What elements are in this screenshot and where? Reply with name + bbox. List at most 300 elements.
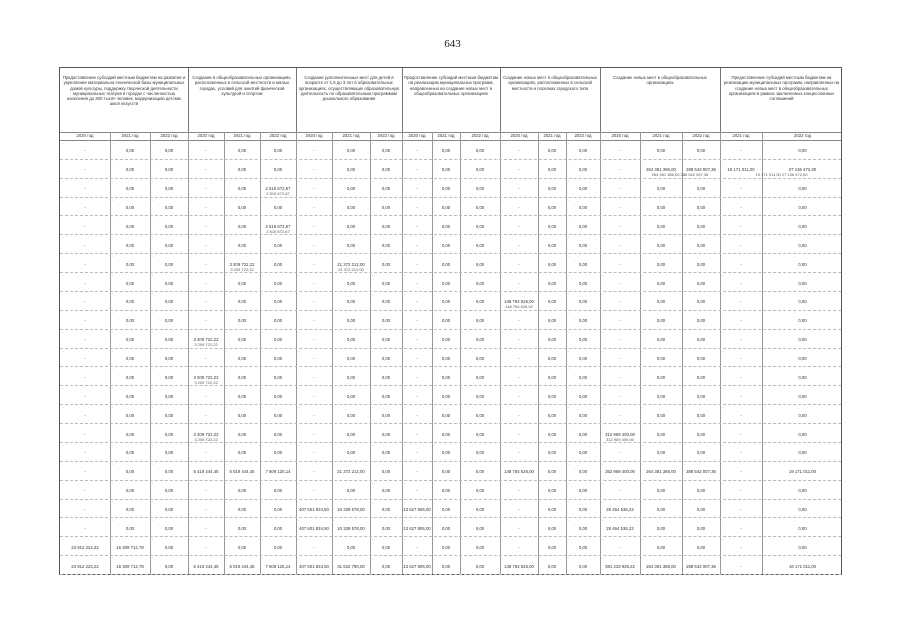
table-cell: 0,00 xyxy=(381,242,391,248)
cell-marker: · xyxy=(404,367,406,373)
table-cell: - xyxy=(740,525,742,531)
cell-marker: · xyxy=(298,291,300,297)
table-cell: 0,00 xyxy=(798,148,807,154)
cell-marker: · xyxy=(372,178,374,184)
cell-marker: · xyxy=(112,291,114,297)
table-cell: 0,00 xyxy=(125,148,135,154)
table-cell: - xyxy=(416,450,418,456)
table-cell: 0,00 xyxy=(346,356,356,362)
cell-marker: · xyxy=(112,254,114,260)
table-cell: - xyxy=(313,280,315,286)
cell-marker: · xyxy=(152,329,154,335)
table-cell: 312 969 400,00 xyxy=(605,431,635,437)
cell-marker: · xyxy=(404,480,406,486)
cell-marker: · xyxy=(684,461,686,467)
table-cell: 0,00 xyxy=(798,507,807,512)
cell-marker: · xyxy=(404,310,406,316)
cell-marker: · xyxy=(684,178,686,184)
cell-marker: · xyxy=(434,499,436,505)
cell-marker: · xyxy=(602,556,604,562)
table-cell: 13 627 806,00 xyxy=(403,563,431,569)
table-cell: 0,00 xyxy=(237,412,247,418)
cell-marker: · xyxy=(502,442,504,448)
table-cell: - xyxy=(518,356,520,362)
cell-marker: · xyxy=(764,310,766,316)
table-cell: 0,00 xyxy=(381,412,391,418)
cell-marker: · xyxy=(190,367,192,373)
cell-marker: · xyxy=(226,405,228,411)
cell-marker: · xyxy=(642,178,644,184)
table-cell: 0,00 xyxy=(475,507,485,512)
cell-marker: · xyxy=(434,291,436,297)
table-cell: 0,00 xyxy=(656,356,666,362)
table-cell: 0,00 xyxy=(441,488,451,494)
table-cell: 0,00 xyxy=(656,186,666,192)
cell-marker: · xyxy=(112,424,114,430)
table-cell: 3 209 722,22 xyxy=(193,337,219,343)
cell-marker: · xyxy=(112,386,114,392)
table-cell: 0,00 xyxy=(346,412,356,418)
table-cell: - xyxy=(205,356,207,362)
table-cell: - xyxy=(205,507,207,512)
table-cell: 0,00 xyxy=(237,356,247,362)
table-cell: 407 601 834,50 xyxy=(299,525,329,531)
cell-marker: · xyxy=(62,159,64,165)
cell-marker: · xyxy=(502,329,504,335)
table-cell: 0,00 xyxy=(547,450,557,456)
table-cell: 0,00 xyxy=(798,280,807,286)
cell-marker: · xyxy=(434,178,436,184)
cell-marker: · xyxy=(462,141,464,146)
year-divider xyxy=(60,140,841,141)
table-cell: 0,00 xyxy=(273,488,283,494)
row-divider xyxy=(60,366,841,367)
cell-marker: · xyxy=(568,518,570,524)
cell-marker: · xyxy=(112,159,114,165)
table-cell: 148 784 526,00 xyxy=(504,299,534,305)
table-cell: 0,00 xyxy=(475,374,485,380)
table-cell: 0,00 xyxy=(237,450,247,456)
cell-marker: · xyxy=(334,197,336,203)
cell-marker: · xyxy=(372,291,374,297)
cell-marker: · xyxy=(540,273,542,279)
table-cell: - xyxy=(740,374,742,380)
cell-marker: · xyxy=(684,367,686,373)
table-cell: - xyxy=(205,299,207,305)
cell-marker: · xyxy=(298,556,300,562)
table-cell: 0,00 xyxy=(164,374,174,380)
cell-marker: · xyxy=(434,461,436,467)
cell-marker: · xyxy=(502,537,504,543)
table-cell: 0,00 xyxy=(475,563,485,569)
table-cell: 0,00 xyxy=(547,223,557,229)
cell-marker: · xyxy=(62,386,64,392)
table-cell: - xyxy=(84,299,86,305)
cell-marker: · xyxy=(226,499,228,505)
table-cell: 0,00 xyxy=(346,431,356,437)
cell-marker: · xyxy=(684,405,686,411)
table-cell: - xyxy=(518,318,520,324)
year-header: 2020 год xyxy=(305,133,323,138)
table-cell: 0,00 xyxy=(441,431,451,437)
cell-marker: · xyxy=(372,141,374,146)
table-cell: 148 784 526,00 xyxy=(504,563,534,569)
cell-marker: · xyxy=(722,178,724,184)
cell-marker: · xyxy=(152,442,154,448)
table-cell: 6 419 444,45 xyxy=(193,563,219,569)
table-cell: 31 622 790,00 xyxy=(337,563,365,569)
cell-marker: · xyxy=(334,518,336,524)
cell-marker: · xyxy=(722,405,724,411)
cell-marker: · xyxy=(434,329,436,335)
cell-marker: · xyxy=(540,235,542,241)
table-cell: - xyxy=(740,544,742,550)
cell-marker: · xyxy=(226,141,228,146)
table-cell: - xyxy=(416,337,418,343)
cell-marker: · xyxy=(262,178,264,184)
table-cell: - xyxy=(619,299,621,305)
cell-marker: · xyxy=(764,235,766,241)
table-cell: - xyxy=(740,261,742,267)
table-cell: 0,00 xyxy=(237,186,247,192)
table-cell: 10 339 578,00 xyxy=(337,507,365,512)
table-cell: - xyxy=(84,186,86,192)
table-cell: - xyxy=(313,223,315,229)
cell-marker: · xyxy=(62,141,64,146)
table-cell: - xyxy=(740,280,742,286)
cell-marker: · xyxy=(568,159,570,165)
cell-marker: · xyxy=(152,216,154,222)
cell-marker: · xyxy=(262,556,264,562)
table-cell: - xyxy=(205,205,207,211)
table-cell: 0,00 xyxy=(656,261,666,267)
table-cell: 264 381 386,00 xyxy=(646,563,676,569)
table-cell: 0,00 xyxy=(578,148,588,154)
group-divider xyxy=(402,68,403,132)
table-cell: - xyxy=(313,299,315,305)
cell-marker: · xyxy=(404,141,406,146)
table-cell: - xyxy=(740,393,742,399)
table-cell: 0,00 xyxy=(164,261,174,267)
row-divider xyxy=(60,215,841,216)
cell-marker: · xyxy=(62,273,64,279)
row-divider xyxy=(60,536,841,537)
cell-marker: · xyxy=(190,216,192,222)
cell-marker: · xyxy=(152,367,154,373)
table-cell: 0,00 xyxy=(125,167,135,173)
table-cell: 0,00 xyxy=(164,280,174,286)
table-cell: 0,00 xyxy=(125,205,135,211)
cell-marker: · xyxy=(226,386,228,392)
cell-marker: · xyxy=(434,367,436,373)
table-cell: 0,00 xyxy=(656,412,666,418)
table-cell: 0,00 xyxy=(381,261,391,267)
table-cell: 0,00 xyxy=(798,450,807,456)
cell-marker: · xyxy=(434,442,436,448)
table-cell: 19 171 011,00 xyxy=(788,563,817,569)
table-cell: 0,00 xyxy=(441,525,451,531)
cell-marker: · xyxy=(684,310,686,316)
table-cell: 0,00 xyxy=(578,563,588,569)
cell-marker: · xyxy=(334,216,336,222)
cell-marker: · xyxy=(434,310,436,316)
group-header: Предоставление субсидий местным бюджетам на реализацию муниципальных программ, направленных на создание новых мест в общеобразовательных организациях в рамках заключенных концессионных соглашений xyxy=(723,75,840,102)
table-cell: 0,00 xyxy=(798,544,807,550)
cell-marker: · xyxy=(262,254,264,260)
table-cell: 0,00 xyxy=(547,318,557,324)
cell-marker: · xyxy=(62,442,64,448)
cell-marker: · xyxy=(152,235,154,241)
table-cell: 0,00 xyxy=(798,299,807,305)
table-cell: - xyxy=(518,525,520,531)
year-header: 2020 год xyxy=(408,133,426,138)
table-cell: 0,00 xyxy=(164,450,174,456)
cell-marker: · xyxy=(540,518,542,524)
table-cell: 0,00 xyxy=(125,431,135,437)
cell-marker: · xyxy=(684,556,686,562)
cell-marker: · xyxy=(404,291,406,297)
cell-marker: · xyxy=(434,518,436,524)
cell-marker: · xyxy=(602,178,604,184)
cell-marker: · xyxy=(262,461,264,467)
cell-marker: · xyxy=(62,405,64,411)
table-cell: 0,00 xyxy=(798,393,807,399)
cell-marker: · xyxy=(112,348,114,354)
cell-marker: · xyxy=(298,273,300,279)
sub-value: 3 209 722,22 xyxy=(194,342,218,348)
table-cell: - xyxy=(313,167,315,173)
table-cell: 0,00 xyxy=(441,205,451,211)
table-cell: 0,00 xyxy=(696,318,706,324)
table-cell: 5 019 444,45 xyxy=(229,469,255,475)
table-cell: 0,00 xyxy=(381,507,391,512)
cell-marker: · xyxy=(462,254,464,260)
cell-marker: · xyxy=(764,141,766,146)
table-cell: 0,00 xyxy=(696,374,706,380)
cell-marker: · xyxy=(372,235,374,241)
cell-marker: · xyxy=(684,291,686,297)
cell-marker: · xyxy=(262,537,264,543)
table-cell: - xyxy=(619,374,621,380)
cell-marker: · xyxy=(462,235,464,241)
table-cell: - xyxy=(740,242,742,248)
sub-value: 2 515 672,67 xyxy=(266,191,290,197)
table-cell: 16 309 712,78 xyxy=(116,544,144,550)
cell-marker: · xyxy=(568,216,570,222)
group-divider xyxy=(720,68,721,132)
table-cell: 0,00 xyxy=(125,186,135,192)
table-cell: - xyxy=(518,393,520,399)
table-cell: 0,00 xyxy=(237,167,247,173)
table-cell: 0,00 xyxy=(164,563,174,569)
cell-marker: · xyxy=(226,348,228,354)
cell-marker: · xyxy=(764,216,766,222)
cell-marker: · xyxy=(642,197,644,203)
cell-marker: · xyxy=(502,291,504,297)
cell-marker: · xyxy=(112,178,114,184)
cell-marker: · xyxy=(642,273,644,279)
cell-marker: · xyxy=(372,273,374,279)
cell-marker: · xyxy=(298,141,300,146)
cell-marker: · xyxy=(334,386,336,392)
cell-marker: · xyxy=(642,254,644,260)
table-cell: - xyxy=(416,205,418,211)
table-cell: 0,00 xyxy=(441,544,451,550)
table-cell: 0,00 xyxy=(381,469,391,475)
table-cell: - xyxy=(313,393,315,399)
cell-marker: · xyxy=(262,405,264,411)
cell-marker: · xyxy=(434,159,436,165)
table-cell: 0,00 xyxy=(273,337,283,343)
table-cell: 0,00 xyxy=(547,337,557,343)
table-cell: 0,00 xyxy=(578,261,588,267)
cell-marker: · xyxy=(262,141,264,146)
cell-marker: · xyxy=(540,405,542,411)
table-cell: 0,00 xyxy=(696,488,706,494)
table-cell: 0,00 xyxy=(547,525,557,531)
table-cell: 0,00 xyxy=(164,525,174,531)
table-cell: - xyxy=(740,318,742,324)
table-cell: - xyxy=(84,356,86,362)
table-cell: 0,00 xyxy=(164,242,174,248)
table-cell: 0,00 xyxy=(441,261,451,267)
cell-marker: · xyxy=(722,424,724,430)
table-cell: 0,00 xyxy=(475,488,485,494)
row-divider xyxy=(60,178,841,179)
table-cell: - xyxy=(313,318,315,324)
table-cell: - xyxy=(518,488,520,494)
table-cell: 0,00 xyxy=(273,412,283,418)
cell-marker: · xyxy=(226,291,228,297)
table-cell: 10 339 578,00 xyxy=(337,525,365,531)
cell-marker: · xyxy=(372,461,374,467)
cell-marker: · xyxy=(540,159,542,165)
table-cell: 0,00 xyxy=(475,356,485,362)
cell-marker: · xyxy=(642,461,644,467)
cell-marker: · xyxy=(152,537,154,543)
cell-marker: · xyxy=(62,310,64,316)
table-cell: - xyxy=(740,205,742,211)
cell-marker: · xyxy=(462,518,464,524)
cell-marker: · xyxy=(764,537,766,543)
table-cell: - xyxy=(205,280,207,286)
table-cell: 0,00 xyxy=(273,280,283,286)
table-cell: - xyxy=(740,223,742,229)
cell-marker: · xyxy=(434,235,436,241)
group-header: Создание в общеобразовательных организациях, расположенных в сельской местности и малых городах, условий для занятий физической культурой и спортом xyxy=(192,75,292,96)
table-cell: 0,00 xyxy=(273,450,283,456)
cell-marker: · xyxy=(568,291,570,297)
cell-marker: · xyxy=(190,159,192,165)
cell-marker: · xyxy=(642,499,644,505)
cell-marker: · xyxy=(190,197,192,203)
cell-marker: · xyxy=(568,499,570,505)
cell-marker: · xyxy=(152,405,154,411)
table-cell: 0,00 xyxy=(547,469,557,475)
cell-marker: · xyxy=(112,537,114,543)
sub-value: 264 381 386,00 288 542 007,36 xyxy=(651,172,709,178)
row-divider xyxy=(60,197,841,198)
table-cell: 0,00 xyxy=(125,280,135,286)
table-cell: 0,00 xyxy=(578,469,588,475)
cell-marker: · xyxy=(298,235,300,241)
cell-marker: · xyxy=(334,273,336,279)
year-header: 2020 год xyxy=(76,133,94,138)
table-cell: - xyxy=(205,450,207,456)
table-cell: 0,00 xyxy=(441,450,451,456)
table-cell: - xyxy=(518,412,520,418)
table-cell: 2 515 672,67 xyxy=(265,223,291,229)
table-cell: 0,00 xyxy=(237,393,247,399)
cell-marker: · xyxy=(722,235,724,241)
table-cell: 0,00 xyxy=(656,280,666,286)
table-cell: 0,00 xyxy=(475,261,485,267)
table-cell: 0,00 xyxy=(164,393,174,399)
cell-marker: · xyxy=(62,461,64,467)
table-cell: - xyxy=(205,186,207,192)
table-cell: 0,00 xyxy=(578,488,588,494)
table-cell: 0,00 xyxy=(475,431,485,437)
table-cell: 0,00 xyxy=(164,205,174,211)
table-cell: 0,00 xyxy=(273,148,283,154)
table-cell: 352 969 400,00 xyxy=(605,469,635,475)
table-cell: 0,00 xyxy=(125,242,135,248)
table-cell: 0,00 xyxy=(798,525,807,531)
cell-marker: · xyxy=(568,386,570,392)
cell-marker: · xyxy=(540,178,542,184)
table-cell: 0,00 xyxy=(346,280,356,286)
cell-marker: · xyxy=(764,273,766,279)
cell-marker: · xyxy=(602,386,604,392)
table-cell: 0,00 xyxy=(381,563,391,569)
cell-marker: · xyxy=(764,159,766,165)
cell-marker: · xyxy=(540,310,542,316)
table-cell: 0,00 xyxy=(578,242,588,248)
table-cell: 0,00 xyxy=(346,337,356,343)
cell-marker: · xyxy=(226,254,228,260)
table-cell: 0,00 xyxy=(441,167,451,173)
row-divider xyxy=(60,461,841,462)
cell-marker: · xyxy=(404,178,406,184)
table-cell: 0,00 xyxy=(656,507,666,512)
cell-marker: · xyxy=(684,537,686,543)
cell-marker: · xyxy=(502,141,504,146)
table-cell: 0,00 xyxy=(656,393,666,399)
table-cell: 0,00 xyxy=(164,356,174,362)
cell-marker: · xyxy=(764,480,766,486)
table-cell: - xyxy=(313,431,315,437)
cell-marker: · xyxy=(112,556,114,562)
cell-marker: · xyxy=(298,405,300,411)
cell-marker: · xyxy=(334,424,336,430)
table-cell: - xyxy=(84,469,86,475)
table-cell: - xyxy=(205,242,207,248)
table-cell: - xyxy=(518,507,520,512)
cell-marker: · xyxy=(404,216,406,222)
table-cell: - xyxy=(416,223,418,229)
cell-marker: · xyxy=(434,254,436,260)
table-cell: 0,00 xyxy=(125,223,135,229)
cell-marker: · xyxy=(462,442,464,448)
table-cell: 0,00 xyxy=(381,337,391,343)
table-cell: 0,00 xyxy=(381,280,391,286)
table-cell: 0,00 xyxy=(475,318,485,324)
cell-marker: · xyxy=(764,178,766,184)
cell-marker: · xyxy=(262,329,264,335)
table-cell: - xyxy=(619,356,621,362)
table-cell: 0,00 xyxy=(578,337,588,343)
cell-marker: · xyxy=(602,159,604,165)
